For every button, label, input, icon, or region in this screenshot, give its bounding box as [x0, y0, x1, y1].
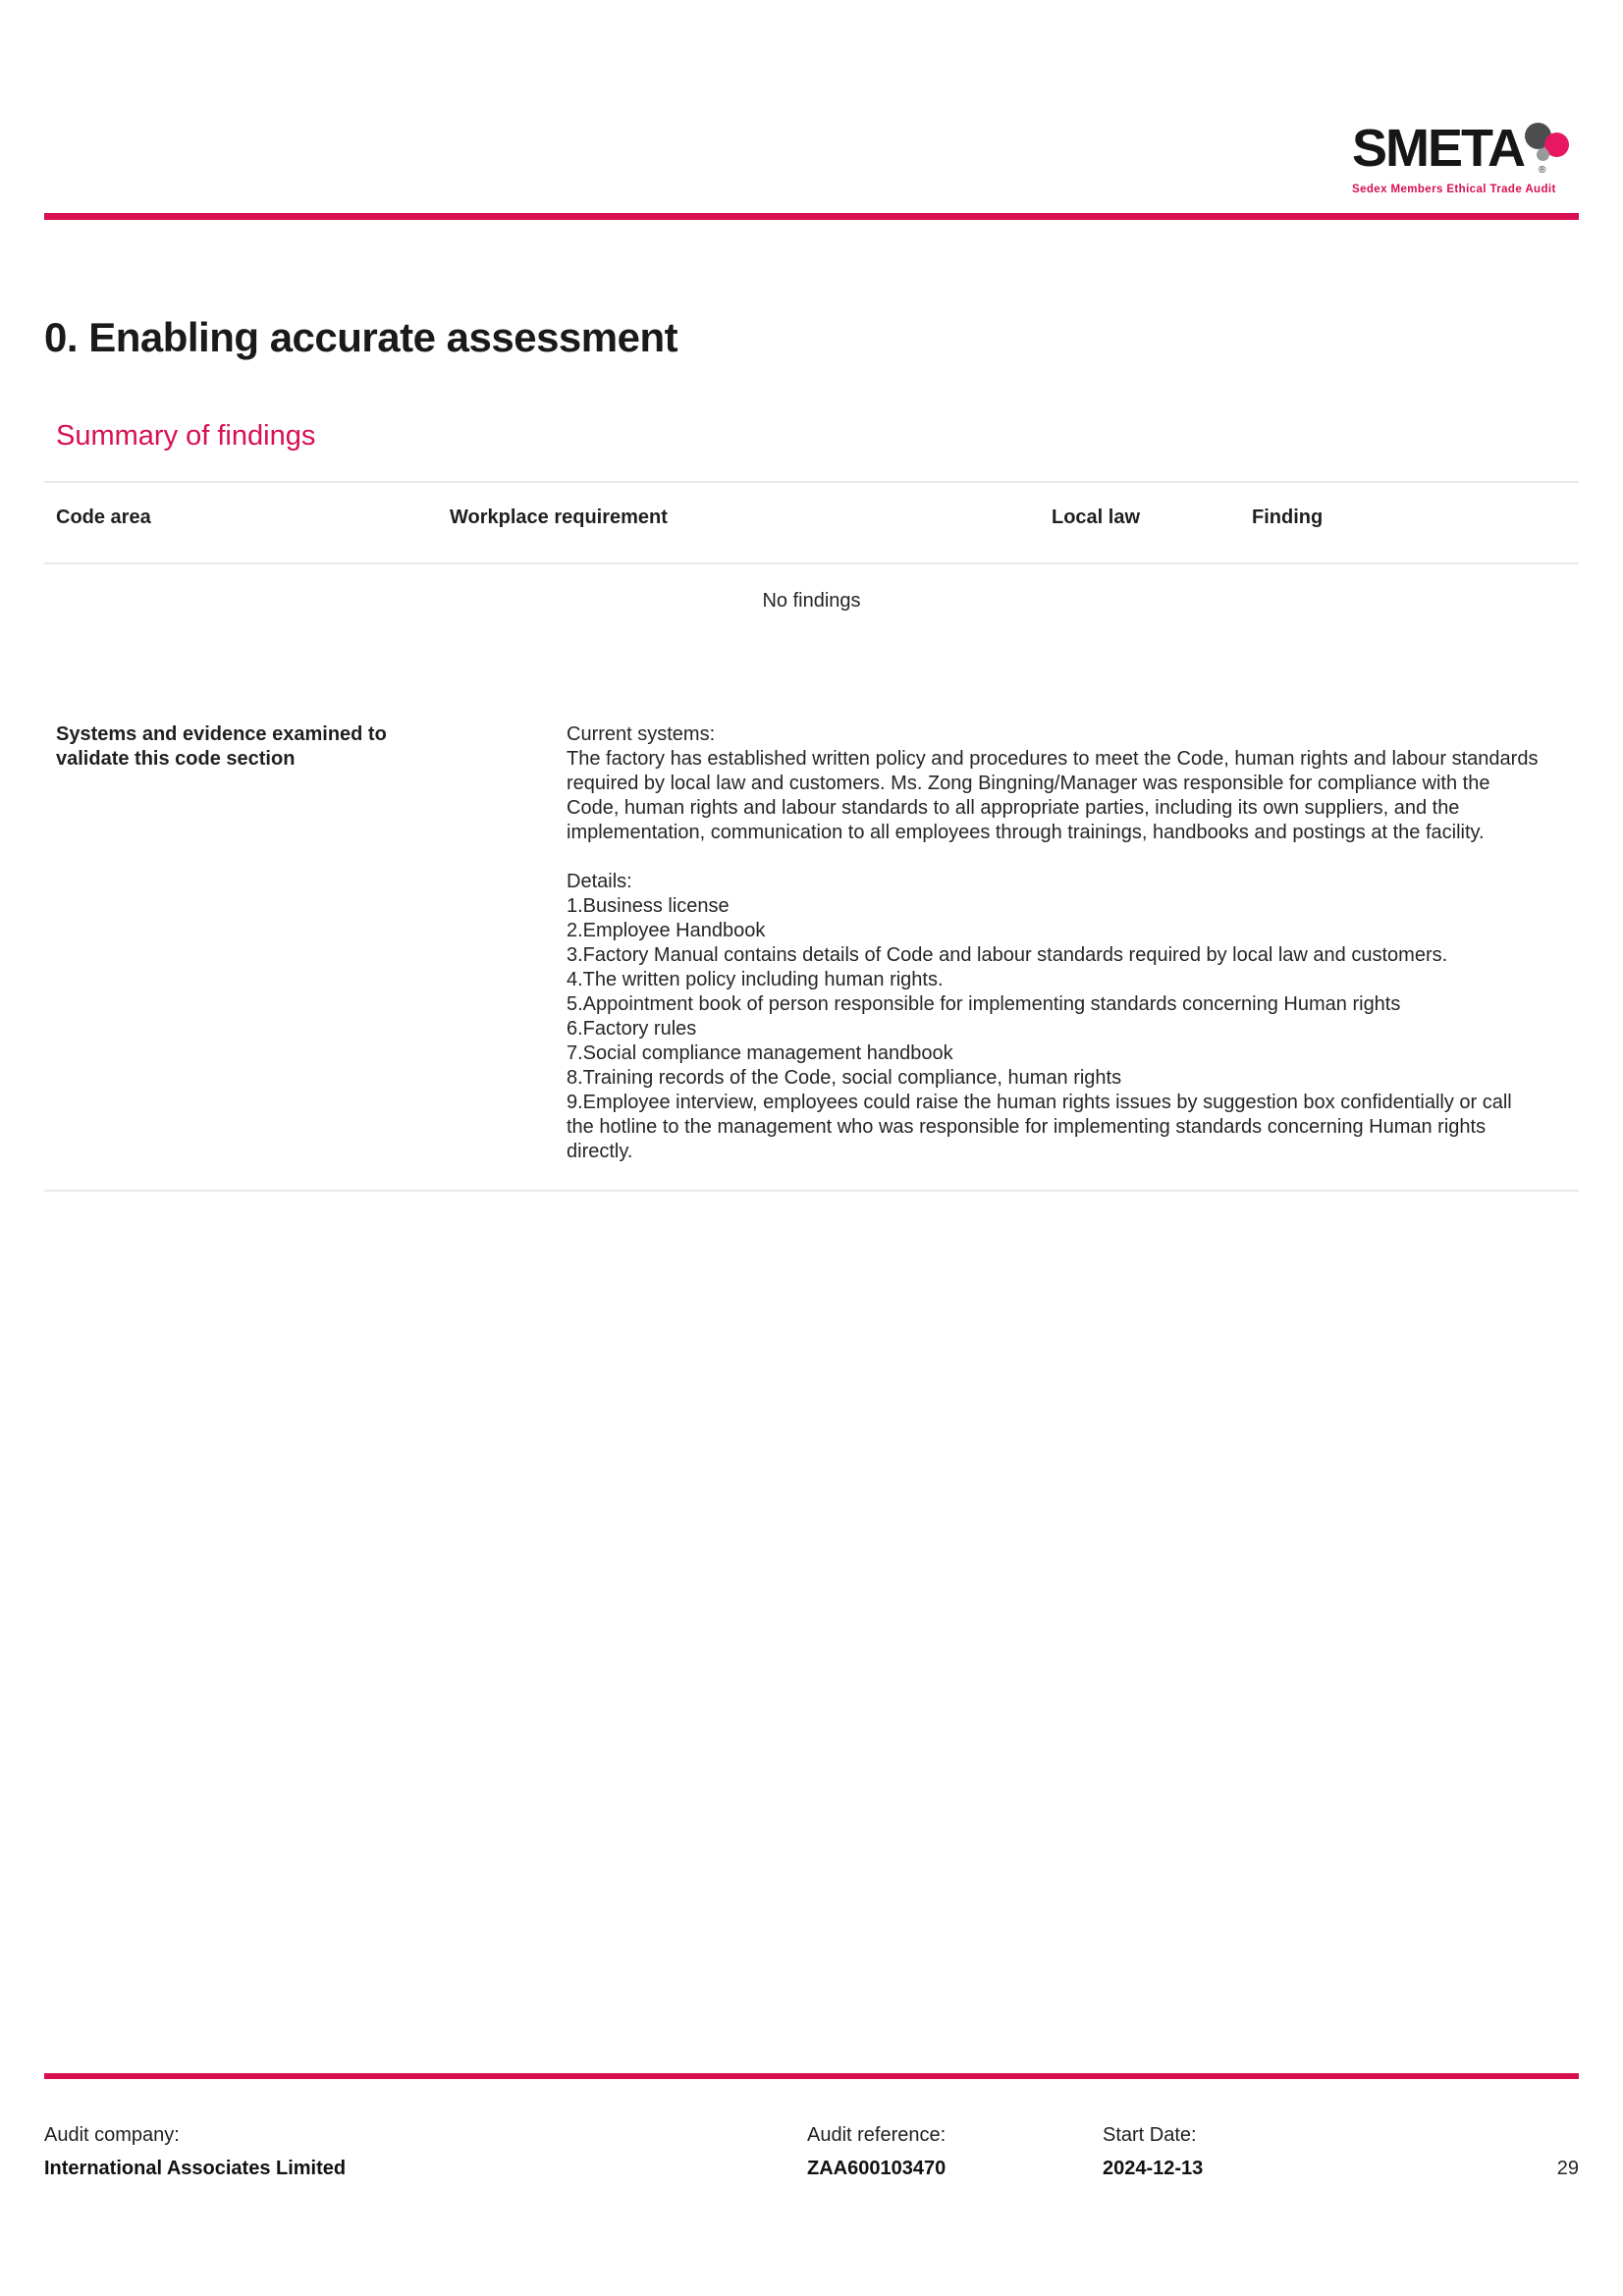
findings-table [44, 481, 1579, 1192]
details-list-item: 3.Factory Manual contains details of Code and labour standards required by local law and customers. [567, 944, 1448, 966]
smeta-dots-icon [1524, 122, 1575, 179]
systems-evidence-label: Systems and evidence examined to validate this code section [56, 723, 387, 770]
column-header-local-law: Local law [1052, 507, 1141, 528]
column-header-workplace-requirement: Workplace requirement [450, 507, 668, 528]
audit-company-label: Audit company: [44, 2124, 180, 2146]
systems-evidence-label-cell [44, 722, 567, 1164]
smeta-logo-row [1352, 119, 1580, 179]
footer-start-date-group [1103, 2123, 1557, 2181]
no-findings-message: No findings [762, 590, 861, 612]
findings-table-header-row [44, 483, 1579, 564]
audit-reference-label: Audit reference: [807, 2124, 947, 2146]
systems-evidence-row [44, 707, 1579, 1192]
details-list-item: 4.The written policy including human rights. [567, 969, 944, 990]
start-date-value: 2024-12-13 [1103, 2158, 1204, 2179]
details-list [567, 894, 1542, 1164]
audit-reference-value: ZAA600103470 [807, 2158, 947, 2179]
start-date-label: Start Date: [1103, 2124, 1197, 2146]
registered-trademark-symbol: ® [1539, 165, 1546, 176]
paragraph-spacer [567, 845, 1542, 870]
details-list-item: 5.Appointment book of person responsible for implementing standards concerning Human rights [567, 993, 1401, 1015]
smeta-logo [1352, 119, 1580, 195]
details-list-item: 1.Business license [567, 895, 730, 917]
details-list-item: 9.Employee interview, employees could raise the human rights issues by suggestion box confidentially or call the hotline to the management who was responsible for implementing standards concerning Human rights directly. [567, 1092, 1512, 1162]
footer-accent-rule [44, 2073, 1579, 2079]
footer-audit-reference-group [807, 2123, 1103, 2181]
page-footer [44, 2123, 1579, 2181]
header-accent-rule [44, 213, 1579, 220]
details-heading: Details: [567, 871, 632, 892]
footer-audit-company-group [44, 2123, 807, 2181]
audit-company-value: International Associates Limited [44, 2158, 347, 2179]
details-list-item: 6.Factory rules [567, 1018, 697, 1040]
column-header-finding: Finding [1252, 507, 1324, 528]
details-list-item: 7.Social compliance management handbook [567, 1042, 953, 1064]
details-list-item: 2.Employee Handbook [567, 920, 766, 941]
logo-gray-dot-icon [1537, 148, 1549, 161]
smeta-wordmark: SMETA [1352, 119, 1524, 178]
smeta-tagline: Sedex Members Ethical Trade Audit [1352, 184, 1556, 195]
current-systems-text: The factory has established written policy and procedures to meet the Code, human rights and labour standards required by local law and customers. Ms. Zong Bingning/Manager was responsible for compliance with the Code, human rights and labour standards to all appropriate parties, including its own suppliers, and the implementation, communication to all employees through trainings, handbooks and postings at the facility. [567, 748, 1539, 843]
page-title: 0. Enabling accurate assessment [44, 314, 678, 360]
systems-evidence-content [567, 722, 1542, 1164]
column-header-code-area: Code area [56, 507, 151, 528]
summary-of-findings-heading: Summary of findings [56, 420, 316, 452]
current-systems-heading: Current systems: [567, 723, 716, 745]
page-number: 29 [1556, 2158, 1579, 2179]
details-list-item: 8.Training records of the Code, social compliance, human rights [567, 1067, 1122, 1089]
